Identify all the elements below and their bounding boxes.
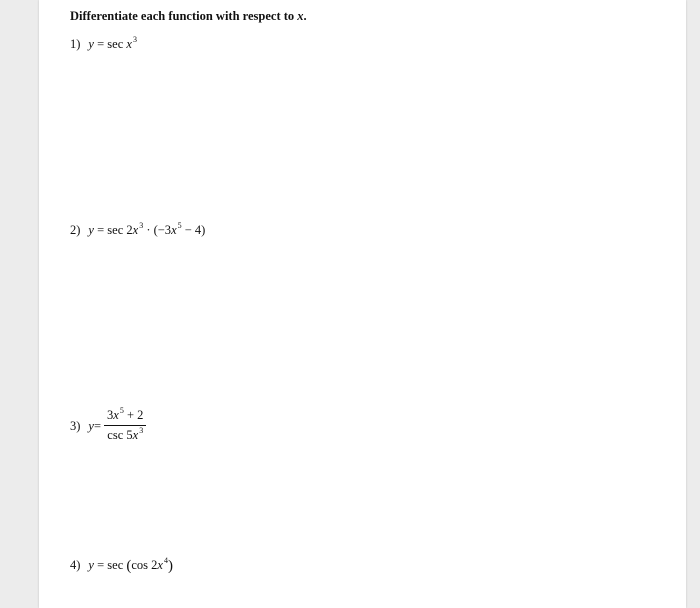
problem-3 — [70, 408, 146, 444]
worksheet-page — [39, 0, 686, 608]
instructions-period: . — [303, 9, 307, 23]
exponent: 3 — [132, 35, 137, 44]
exponent: 3 — [139, 221, 144, 230]
csc-term: csc 5 — [107, 428, 133, 442]
var-x: x — [157, 558, 163, 572]
instructions-text: Differentiate each function with respect to — [70, 9, 295, 23]
problem-number: 4) — [70, 558, 81, 572]
middle-term: · (−3 — [143, 223, 172, 237]
exponent: 5 — [119, 406, 124, 415]
instructions-heading — [70, 9, 307, 24]
var-y: y — [88, 37, 94, 51]
equals-sec: = sec — [93, 558, 127, 572]
problem-number: 2) — [70, 223, 81, 237]
plus-term: + 2 — [123, 408, 144, 422]
var-y: y — [88, 223, 94, 237]
paren-close: ) — [167, 558, 173, 574]
fraction — [104, 408, 146, 444]
equals: = — [93, 419, 102, 433]
var-x-2: x — [171, 223, 177, 237]
inner-term: cos 2 — [131, 558, 158, 572]
var-x: x — [113, 408, 119, 422]
var-x-den: x — [132, 428, 139, 442]
equals-sec: = sec — [93, 37, 127, 51]
tail-term: − 4) — [181, 223, 206, 237]
var-y: y — [88, 419, 94, 433]
coef: 3 — [107, 408, 114, 422]
problem-4 — [70, 557, 173, 575]
problem-number: 3) — [70, 419, 81, 433]
var-x: x — [126, 37, 132, 51]
problem-2 — [70, 222, 205, 240]
paren-open: ( — [126, 558, 132, 574]
var-y: y — [88, 558, 94, 572]
var-x: x — [132, 223, 139, 237]
instructions-variable: x — [297, 9, 304, 23]
problem-number: 1) — [70, 37, 81, 51]
exponent-den: 3 — [139, 426, 144, 435]
denominator — [104, 426, 146, 444]
problem-1 — [70, 36, 137, 54]
exponent: 4 — [163, 556, 168, 565]
exponent-2: 5 — [177, 221, 182, 230]
numerator — [104, 408, 146, 426]
equals-sec: = sec 2 — [93, 223, 133, 237]
